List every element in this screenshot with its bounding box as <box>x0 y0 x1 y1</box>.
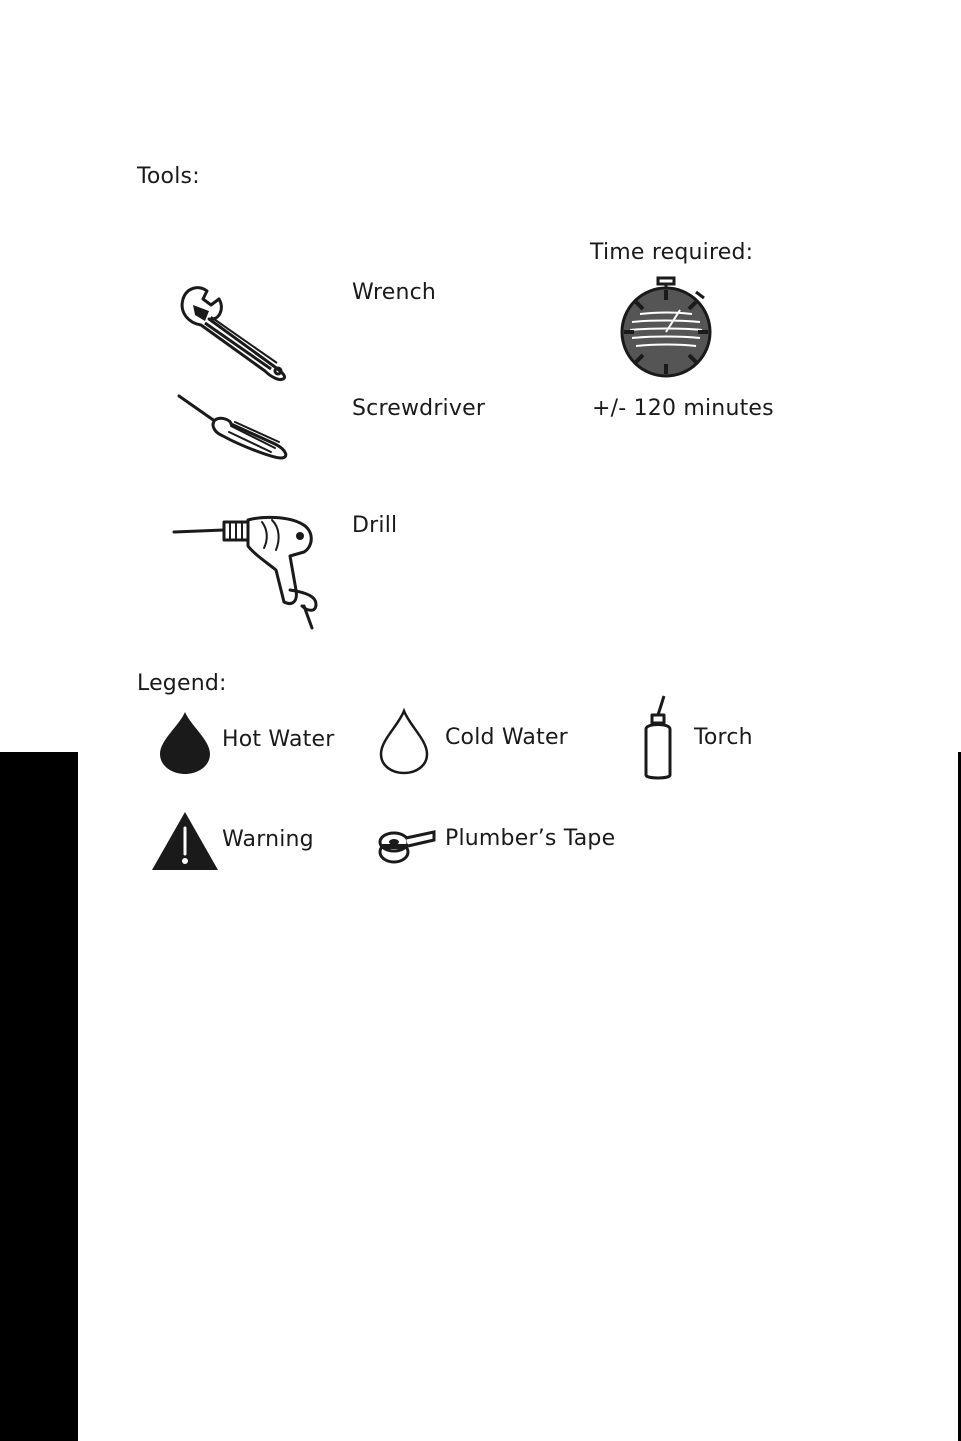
legend-label-hot-water: Hot Water <box>222 727 335 752</box>
tape-roll-icon <box>376 826 438 866</box>
page-edge-left-bar <box>0 752 78 1441</box>
tool-label-screwdriver: Screwdriver <box>352 396 486 421</box>
tool-label-wrench: Wrench <box>352 280 437 305</box>
outline-drop-icon <box>378 708 430 776</box>
warning-triangle-icon <box>150 810 220 872</box>
legend-label-warning: Warning <box>222 827 314 852</box>
stopwatch-icon <box>620 276 712 380</box>
time-value: +/- 120 minutes <box>592 396 774 421</box>
filled-drop-icon <box>158 710 212 776</box>
tools-heading: Tools: <box>137 164 200 189</box>
screwdriver-icon <box>175 392 295 462</box>
legend-heading: Legend: <box>137 671 227 696</box>
legend-label-cold-water: Cold Water <box>445 725 568 750</box>
legend-label-torch: Torch <box>694 725 753 750</box>
time-heading: Time required: <box>590 240 754 265</box>
legend-label-plumbers-tape: Plumber’s Tape <box>445 826 616 851</box>
torch-icon <box>638 693 678 781</box>
tool-label-drill: Drill <box>352 513 398 538</box>
drill-icon <box>172 510 332 630</box>
wrench-icon <box>175 283 300 383</box>
